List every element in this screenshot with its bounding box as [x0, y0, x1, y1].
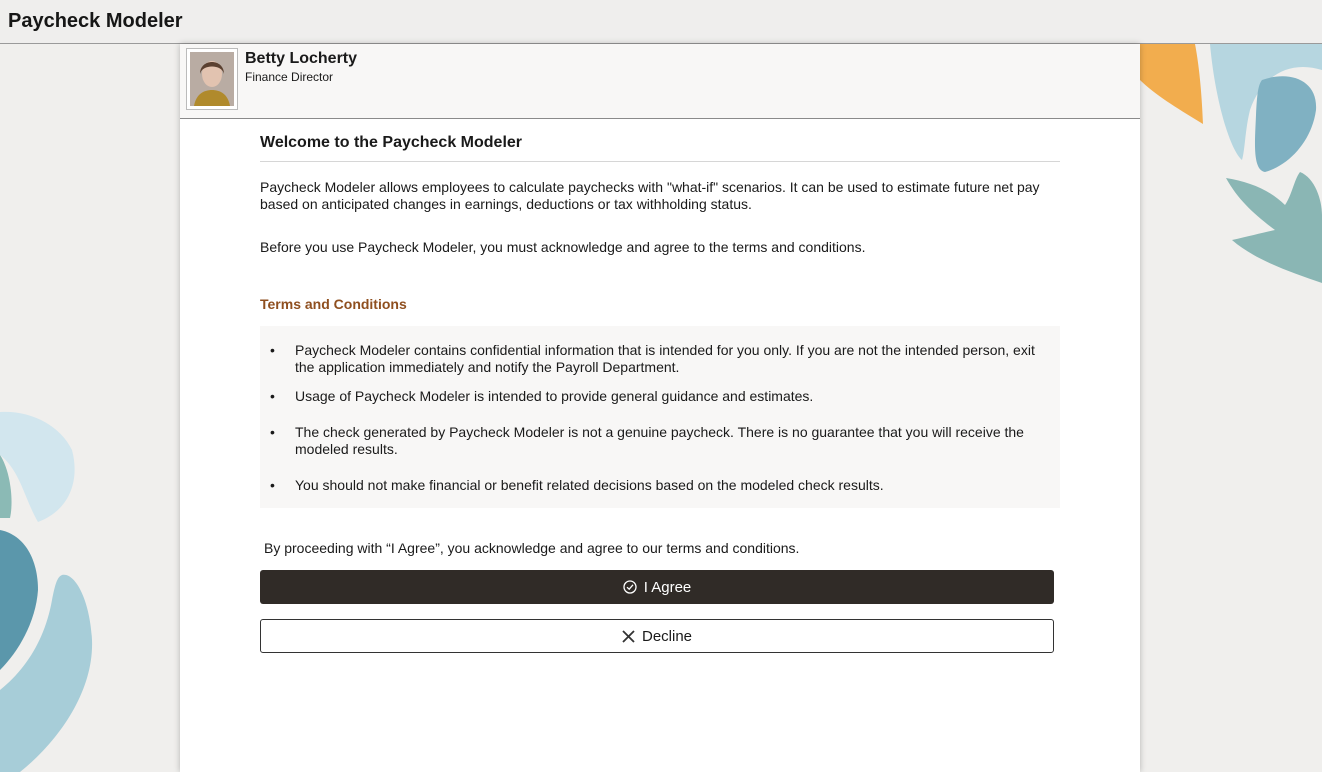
- terms-list: [260, 326, 1060, 508]
- list-item: • Usage of Paycheck Modeler is intended to provide general guidance and estimates.: [270, 388, 1040, 405]
- proceed-text: By proceeding with “I Agree”, you acknowledge and agree to our terms and conditions.: [264, 540, 800, 556]
- decline-button[interactable]: [260, 619, 1054, 653]
- agree-button[interactable]: [260, 570, 1054, 604]
- user-photo-icon: [190, 52, 234, 106]
- acknowledge-note: Before you use Paycheck Modeler, you must acknowledge and agree to the terms and conditions.: [260, 239, 866, 255]
- app-title: Paycheck Modeler: [8, 10, 183, 32]
- terms-heading: Terms and Conditions: [260, 296, 407, 312]
- agree-label: I Agree: [643, 578, 692, 596]
- employee-job-title: Finance Director: [245, 70, 334, 84]
- avatar: [186, 48, 238, 110]
- check-circle-icon: [623, 580, 637, 594]
- page-title: Welcome to the Paycheck Modeler: [260, 134, 1060, 162]
- employee-profile: [180, 44, 1140, 119]
- main-panel: [180, 44, 1140, 772]
- welcome-content: [260, 134, 1060, 653]
- close-icon: [622, 630, 635, 643]
- list-item: • Paycheck Modeler contains confidential information that is intended for you only. If you are not the intended person, exit the application immediately and notify the Payroll Department.: [270, 342, 1040, 376]
- list-item: • The check generated by Paycheck Modeler is not a genuine paycheck. There is no guarantee that you will receive the modeled results.: [270, 424, 1040, 458]
- list-item: • You should not make financial or benefit related decisions based on the modeled check results.: [270, 477, 1040, 494]
- intro-text: Paycheck Modeler allows employees to calculate paychecks with "what-if" scenarios. It can be used to estimate future net pay based on anticipated changes in earnings, deductions or tax withholding status.: [260, 179, 1040, 212]
- app-header: [0, 0, 1322, 44]
- employee-name: Betty Locherty: [245, 50, 358, 67]
- decline-label: Decline: [641, 627, 693, 645]
